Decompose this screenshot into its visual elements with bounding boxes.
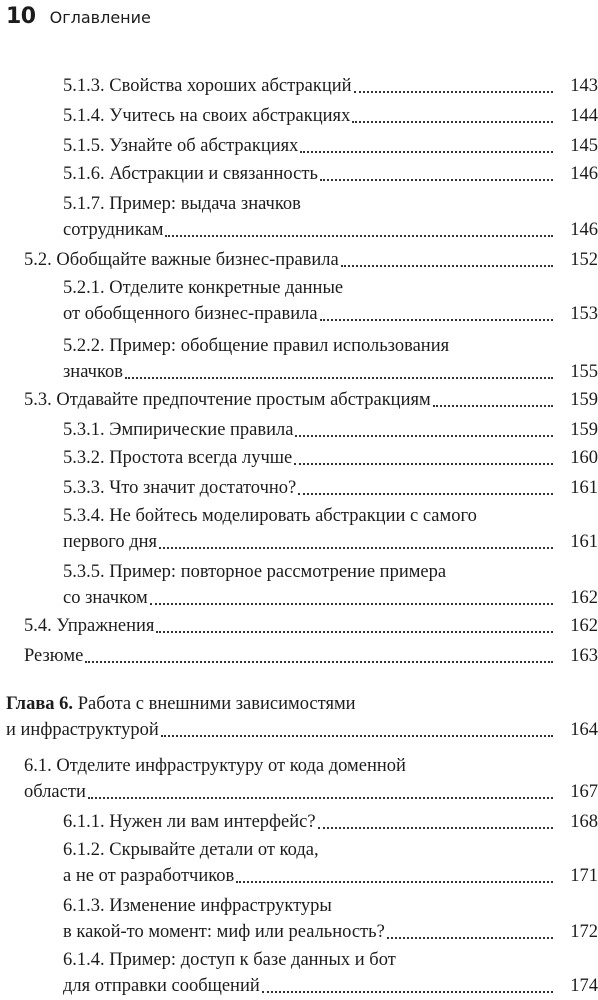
toc-entry-title-last-line: [63, 162, 556, 186]
toc-entry-page-number: 167: [570, 782, 598, 802]
toc-entry-page-number: 144: [570, 106, 598, 126]
chapter-label: Глава 6.: [6, 694, 74, 714]
dot-leader: [159, 547, 553, 549]
toc-entry-page-number: 159: [570, 390, 598, 410]
toc-entry-text: 6.1. Отделите инфраструктуру от кода доменной: [24, 756, 406, 776]
toc-entry-text: 5.3.3. Что значит достаточно?: [63, 478, 297, 498]
toc-entry-page-number: 174: [570, 976, 598, 996]
toc-entry-text: 6.1.2. Скрывайте детали от кода,: [63, 840, 319, 860]
toc-entry-page-number: 168: [570, 812, 598, 832]
toc-entry-title-last-line: [24, 780, 556, 804]
dot-leader: [294, 463, 553, 465]
toc-entry-title-line: [63, 334, 556, 358]
dot-leader: [354, 91, 553, 93]
toc-entry-text: со значком: [63, 588, 148, 608]
toc-entry-page-number: 171: [570, 866, 598, 886]
toc-entry-page-number: 163: [570, 646, 598, 666]
toc-entry-title-line: [6, 692, 556, 716]
dot-leader: [298, 493, 553, 495]
toc-entry-text: 5.3.4. Не бойтесь моделировать абстракции с самого: [63, 506, 477, 526]
toc-entry-title-last-line: [63, 418, 556, 442]
toc-entry-text: 5.2.1. Отделите конкретные данные: [63, 278, 344, 298]
toc-entry-text: и инфраструктурой: [6, 720, 159, 740]
dot-leader: [433, 405, 553, 407]
toc-entry-text: в какой-то момент: миф или реальность?: [63, 922, 385, 942]
toc-entry-text: 5.1.7. Пример: выдача значков: [63, 194, 301, 214]
toc-entry-text: 5.2. Обобщайте важные бизнес-правила: [24, 250, 339, 270]
toc-entry-title-last-line: [63, 302, 556, 326]
toc-entry-title-last-line: [63, 920, 556, 944]
toc-entry-title-line: [63, 560, 556, 584]
dot-leader: [300, 151, 553, 153]
toc-entry-title-line: [63, 894, 556, 918]
toc-entry-page-number: 162: [570, 616, 598, 636]
toc-entry-page-number: 143: [570, 76, 598, 96]
dot-leader: [318, 827, 553, 829]
toc-entry-page-number: 146: [570, 220, 598, 240]
toc-entry-title-last-line: [24, 388, 556, 412]
toc-entry-title-last-line: [63, 864, 556, 888]
toc-entry-text: 6.1.4. Пример: доступ к базе данных и бот: [63, 950, 396, 970]
toc-entry-title-last-line: [63, 810, 556, 834]
dot-leader: [125, 377, 553, 379]
toc-entry-title-last-line: [24, 248, 556, 272]
toc-entry-title-last-line: [63, 104, 556, 128]
toc-entry-text: от обобщенного бизнес-правила: [63, 304, 318, 324]
toc-entry-text: 5.1.6. Абстракции и связанность: [63, 164, 318, 184]
toc-entry-text: 6.1.1. Нужен ли вам интерфейс?: [63, 812, 316, 832]
toc-entry-title-last-line: [63, 360, 556, 384]
running-header: [6, 4, 151, 34]
dot-leader: [88, 797, 553, 799]
toc-entry-title-last-line: [6, 718, 556, 742]
dot-leader: [320, 179, 553, 181]
dot-leader: [150, 603, 553, 605]
toc-entry-page-number: 152: [570, 250, 598, 270]
toc-entry-page-number: 172: [570, 922, 598, 942]
dot-leader: [85, 661, 553, 663]
toc-entry-text: 5.1.4. Учитесь на своих абстракциях: [63, 106, 351, 126]
toc-entry-title-last-line: [63, 218, 556, 242]
toc-entry-text: значков: [63, 362, 124, 382]
toc-entry-text: 5.1.5. Узнайте об абстракциях: [63, 136, 299, 156]
dot-leader: [236, 881, 553, 883]
toc-entry-page-number: 161: [570, 532, 598, 552]
toc-entry-title-line: [24, 754, 556, 778]
dot-leader: [295, 435, 553, 437]
running-title: Оглавление: [49, 8, 151, 27]
toc-entry-text: 5.3.1. Эмпирические правила: [63, 420, 294, 440]
toc-entry-page-number: 164: [570, 720, 598, 740]
toc-entry-text: а не от разработчиков: [63, 866, 235, 886]
toc-entry-title-line: [63, 192, 556, 216]
toc-entry-page-number: 155: [570, 362, 598, 382]
dot-leader: [352, 121, 553, 123]
toc-entry-title-last-line: [63, 134, 556, 158]
toc-entry-text: 5.3.2. Простота всегда лучше: [63, 448, 293, 468]
toc-entry-page-number: 146: [570, 164, 598, 184]
dot-leader: [320, 319, 553, 321]
toc-entry-title-last-line: [24, 614, 556, 638]
toc-entry-title-line: [63, 838, 556, 862]
dot-leader: [262, 991, 553, 993]
toc-entry-title-last-line: [63, 476, 556, 500]
dot-leader: [387, 937, 553, 939]
toc-entry-text: для отправки сообщений: [63, 976, 260, 996]
toc-entry-title-last-line: [63, 74, 556, 98]
toc-entry-text: области: [24, 782, 86, 802]
toc-entry-page-number: 162: [570, 588, 598, 608]
toc-entry-text: 5.1.3. Свойства хороших абстракций: [63, 76, 352, 96]
toc-entry-title-last-line: [63, 586, 556, 610]
toc-entry-title-last-line: [63, 446, 556, 470]
dot-leader: [161, 735, 553, 737]
toc-entry-page-number: 153: [570, 304, 598, 324]
toc-entry-text: 6.1.3. Изменение инфраструктуры: [63, 896, 332, 916]
toc-entry-text: Работа с внешними зависимостями: [77, 694, 356, 714]
dot-leader: [156, 631, 553, 633]
toc-entry-page-number: 160: [570, 448, 598, 468]
toc-entry-title-last-line: [63, 974, 556, 998]
toc-entry-text: 5.3. Отдавайте предпочтение простым абстракциям: [24, 390, 431, 410]
toc-entry-text: первого дня: [63, 532, 158, 552]
toc-entry-page-number: 159: [570, 420, 598, 440]
dot-leader: [341, 265, 553, 267]
toc-entry-page-number: 161: [570, 478, 598, 498]
toc-entry-text: 5.3.5. Пример: повторное рассмотрение примера: [63, 562, 447, 582]
toc-entry-title-last-line: [24, 644, 556, 668]
toc-entry-page-number: 145: [570, 136, 598, 156]
toc-entry-text: 5.4. Упражнения: [24, 616, 155, 636]
toc-entry-text: 5.2.2. Пример: обобщение правил использования: [63, 336, 450, 356]
toc-entry-title-last-line: [63, 530, 556, 554]
toc-entry-text: сотрудникам: [63, 220, 164, 240]
toc-entry-title-line: [63, 504, 556, 528]
toc-entry-title-line: [63, 948, 556, 972]
toc-entry-title-line: [63, 276, 556, 300]
page-number: 10: [6, 4, 36, 29]
dot-leader: [165, 235, 553, 237]
toc-entry-text: Резюме: [24, 646, 84, 666]
